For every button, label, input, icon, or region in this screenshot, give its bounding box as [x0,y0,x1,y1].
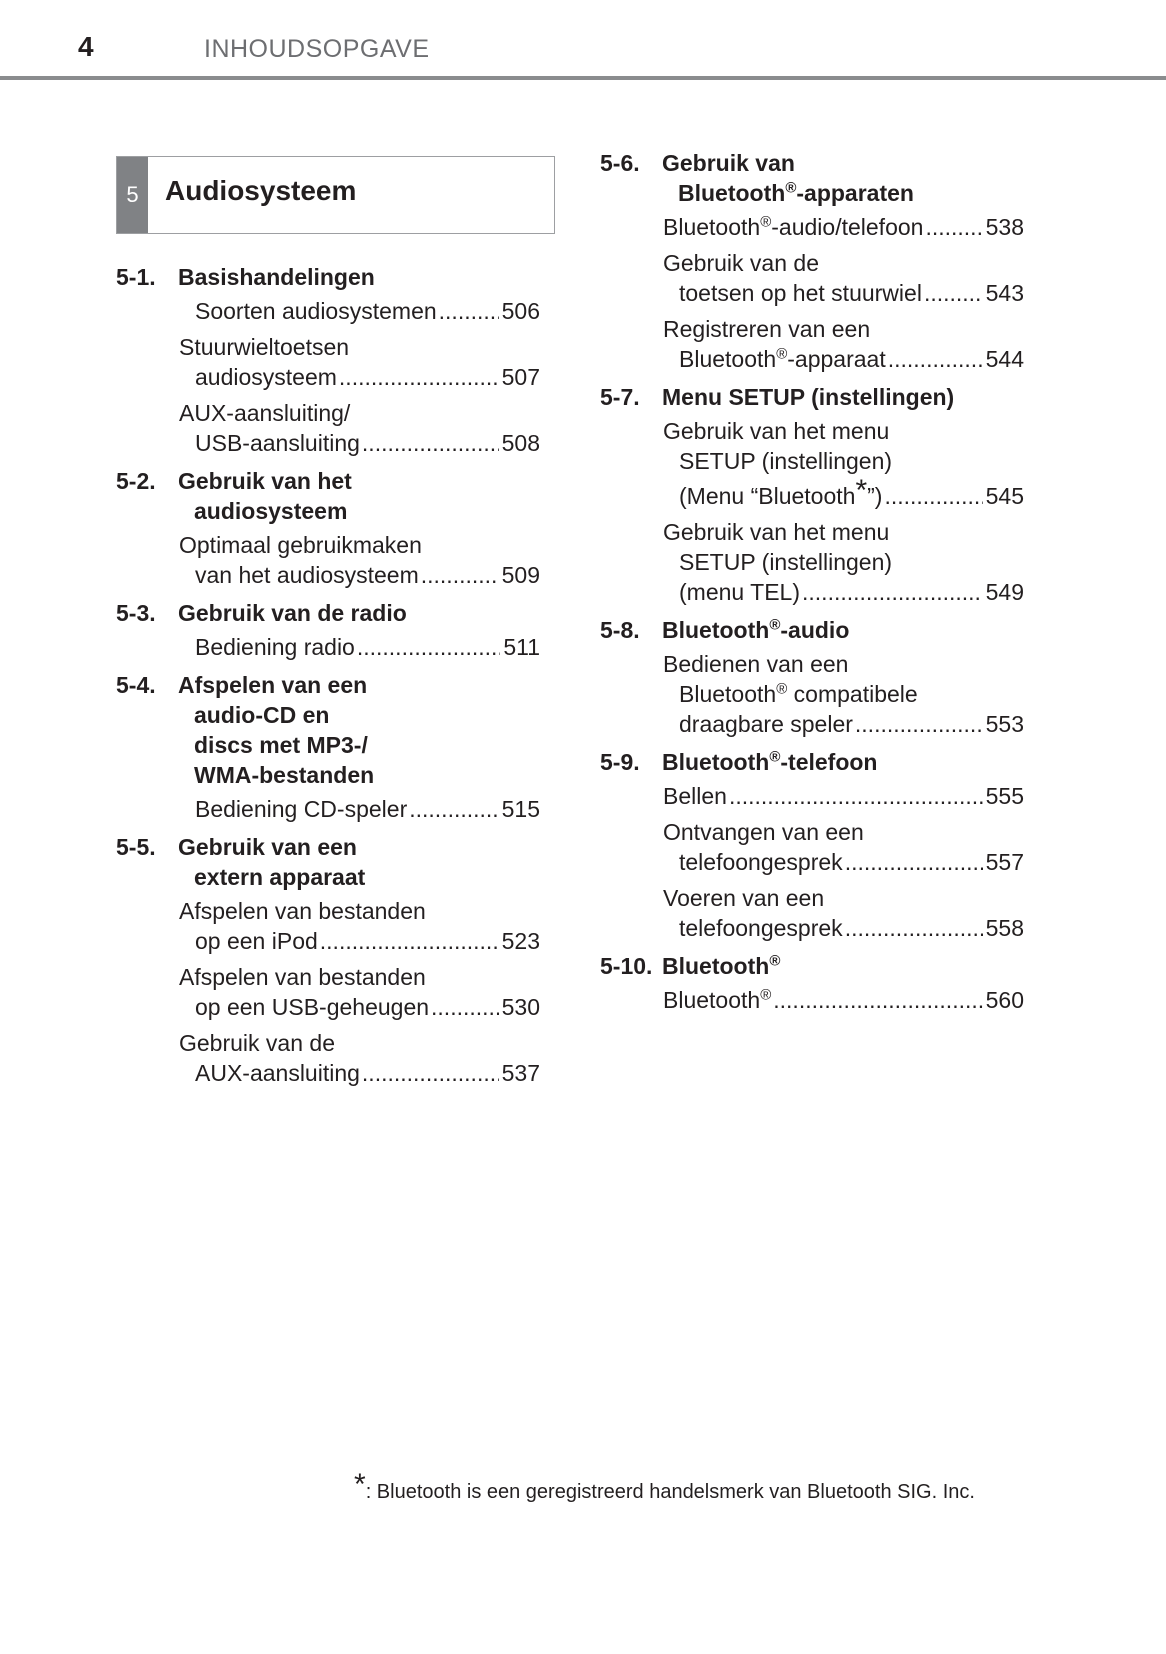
entry-page: 544 [985,346,1024,372]
entry-page: 508 [501,430,540,456]
toc-entry[interactable] [663,781,1024,811]
entry-page: 506 [501,298,540,324]
dot-leader [339,362,499,392]
toc-entry[interactable] [179,632,540,662]
toc-section[interactable] [116,670,540,790]
toc-section[interactable] [116,466,540,526]
page-number: 4 [78,31,94,62]
section-number: 5-10. [600,953,653,979]
toc-entry[interactable] [663,416,1024,511]
toc-entry[interactable] [663,248,1024,308]
dot-leader [802,577,983,607]
section-number: 5-2. [116,468,156,494]
entry-title: Voeren van een [663,885,825,911]
toc-entry[interactable] [663,649,1024,739]
entry-page: 555 [985,783,1024,809]
entry-title-cont: telefoongesprek [679,915,843,941]
toc-section[interactable] [600,951,1024,981]
entry-title: Registreren van een [663,316,871,342]
entry-title-cont: audiosysteem [195,364,337,390]
toc-entry[interactable] [179,530,540,590]
registered-mark: ® [776,680,788,698]
registered-mark: ® [769,952,781,970]
entry-title-cont: (menu TEL) [679,579,801,605]
dot-leader [431,992,499,1022]
dot-leader [421,560,499,590]
registered-mark: ® [760,213,772,231]
entry-title: Bluetooth®-audio/telefoon [663,213,924,240]
toc-entry[interactable] [179,794,540,824]
section-number: 5-6. [600,150,640,176]
entry-title: Gebruik van het menu [663,519,890,545]
entry-title: Ontvangen van een [663,819,864,845]
footnote-text: : Bluetooth is een geregistreerd handelsmerk van Bluetooth SIG. Inc. [365,1481,975,1503]
entry-page: 558 [985,915,1024,941]
entry-page: 515 [501,796,540,822]
entry-title-cont: USB-aansluiting [195,430,360,456]
dot-leader [362,428,499,458]
entry-page: 523 [501,928,540,954]
dot-leader [888,344,983,374]
section-title: Gebruik van de radio [178,600,407,626]
header-divider [0,76,1166,80]
registered-mark: ® [776,345,788,363]
section-number: 5-5. [116,834,156,860]
dot-leader [773,985,982,1015]
dot-leader [884,481,982,511]
page-header [0,0,1166,82]
section-title: Gebruik van een extern apparaat [178,834,366,890]
toc-entry[interactable] [663,517,1024,607]
entry-page: 545 [985,483,1024,509]
dot-leader [855,709,983,739]
entry-title: Gebruik van het menu [663,418,890,444]
section-title: Gebruik van Bluetooth®-apparaten [662,150,914,206]
entry-title: Gebruik van de [663,250,819,276]
registered-mark: ® [769,616,781,634]
toc-entry[interactable] [179,1028,540,1088]
entry-title: Soorten audiosystemen [195,298,437,324]
entry-title-cont: op een USB-geheugen [195,994,430,1020]
entry-page: 549 [985,579,1024,605]
entry-title-cont: AUX-aansluiting [195,1060,360,1086]
section-title: Basishandelingen [178,264,375,290]
footnote-marker: * [354,1468,366,1501]
dot-leader [362,1058,499,1088]
entry-page: 511 [503,634,540,660]
chapter-title: Audiosysteem [165,175,357,206]
dot-leader [439,296,499,326]
chapter-number-tab: 5 [117,157,148,233]
entry-title-cont: draagbare speler [679,711,853,737]
registered-mark: ® [760,986,772,1004]
toc-entry[interactable] [663,883,1024,943]
entry-title-cont: telefoongesprek [679,849,843,875]
entry-page: 560 [985,987,1024,1013]
footnote [354,1470,975,1507]
dot-leader [845,913,983,943]
entry-title-cont: op een iPod [195,928,318,954]
entry-title: Gebruik van de [179,1030,335,1056]
registered-mark: ® [785,179,797,197]
entry-title-cont: Bluetooth® compatibele [679,680,918,707]
entry-title: Optimaal gebruikmaken [179,532,422,558]
entry-page: 509 [501,562,540,588]
header-title: INHOUDSOPGAVE [204,35,430,63]
toc-entry[interactable] [179,332,540,392]
section-title: Bluetooth®-telefoon [662,748,878,775]
section-title: Menu SETUP (instellingen) [662,384,955,410]
section-number: 5-7. [600,384,640,410]
entry-title: Stuurwieltoetsen [179,334,350,360]
toc-section[interactable] [600,615,1024,645]
section-number: 5-9. [600,749,640,775]
toc-column-left [116,262,540,1088]
entry-page: 543 [985,280,1024,306]
toc-entry[interactable] [179,398,540,458]
section-number: 5-3. [116,600,156,626]
entry-title-cont: Bluetooth®-apparaat [679,345,886,372]
section-number: 5-8. [600,617,640,643]
toc-entry[interactable] [663,212,1024,242]
toc-entry[interactable] [179,896,540,956]
toc-section[interactable] [600,747,1024,777]
toc-section[interactable] [600,382,1024,412]
section-title: Gebruik van het audiosysteem [178,468,352,524]
dot-leader [924,278,983,308]
toc-entry[interactable] [663,314,1024,374]
toc-entry[interactable] [663,985,1024,1015]
section-number: 5-1. [116,264,156,290]
toc-entry[interactable] [179,962,540,1022]
section-title: Bluetooth® [662,952,781,979]
section-number: 5-4. [116,672,156,698]
entry-title: Bluetooth® [663,986,772,1013]
chapter-heading [116,156,555,234]
toc-section[interactable] [600,148,1024,208]
dot-leader [845,847,983,877]
dot-leader [409,794,498,824]
toc-column-right [600,148,1024,1015]
footnote-marker: * [855,474,868,507]
entry-title-cont: SETUP (instellingen) [679,549,893,575]
section-title: Afspelen van een audio-CD en discs met MP3-/ WMA-bestanden [178,672,375,788]
entry-title: AUX-aansluiting/ [179,400,351,426]
entry-title-cont: van het audiosysteem [195,562,419,588]
entry-page: 538 [985,214,1024,240]
entry-title: Bediening radio [195,634,355,660]
dot-leader [320,926,499,956]
toc-entry[interactable] [179,296,540,326]
registered-mark: ® [769,748,781,766]
entry-title-cont: (Menu “Bluetooth*”) [679,474,883,509]
section-title: Bluetooth®-audio [662,616,850,643]
toc-section[interactable] [116,262,540,292]
entry-title: Bediening CD-speler [195,796,408,822]
entry-title: Afspelen van bestanden [179,898,426,924]
entry-title-cont: toetsen op het stuurwiel [679,280,922,306]
toc-section[interactable] [116,598,540,628]
entry-page: 557 [985,849,1024,875]
entry-title: Bedienen van een [663,651,849,677]
dot-leader [729,781,983,811]
entry-title: Bellen [663,783,727,809]
entry-title: Afspelen van bestanden [179,964,426,990]
entry-page: 530 [501,994,540,1020]
toc-entry[interactable] [663,817,1024,877]
dot-leader [925,212,982,242]
entry-title-cont: SETUP (instellingen) [679,448,893,474]
toc-section[interactable] [116,832,540,892]
entry-page: 537 [501,1060,540,1086]
entry-page: 507 [501,364,540,390]
entry-page: 553 [985,711,1024,737]
dot-leader [357,632,500,662]
